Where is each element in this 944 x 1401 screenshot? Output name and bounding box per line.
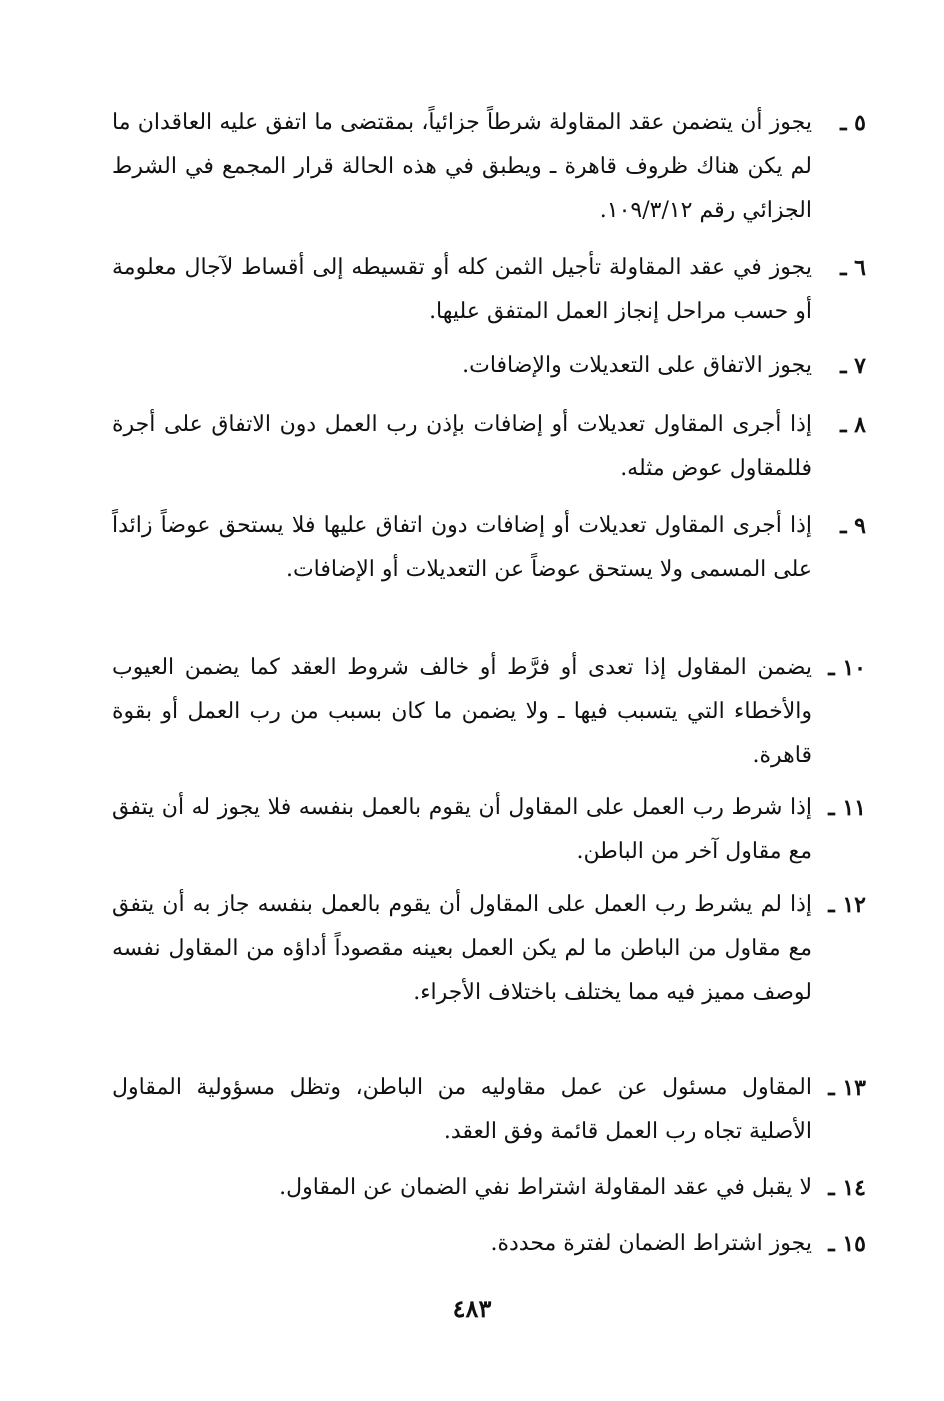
clause-number: ٥ ـ — [840, 110, 866, 136]
clause-text: يجوز اشتراط الضمان لفترة محددة. — [490, 1231, 812, 1256]
clause-number: ١٣ ـ — [828, 1075, 866, 1101]
clause-number: ١٢ ـ — [828, 892, 866, 918]
clause-number: ١٤ ـ — [828, 1175, 866, 1201]
clause-text: لا يقبل في عقد المقاولة اشتراط نفي الضمان عن المقاول. — [279, 1175, 812, 1200]
clause-10 — [112, 646, 866, 778]
clause-9 — [112, 504, 866, 592]
clause-number: ١١ ـ — [828, 795, 866, 821]
clause-number: ٨ ـ — [840, 412, 866, 438]
clause-13 — [112, 1066, 866, 1154]
clause-text: يجوز الاتفاق على التعديلات والإضافات. — [462, 353, 812, 378]
clause-text: إذا أجرى المقاول تعديلات أو إضافات دون اتفاق عليها فلا يستحق عوضاً زائداً على المسمى ولا يستحق عوضاً عن التعديلات أو الإضافات. — [112, 513, 812, 582]
page-number: ٤٨٣ — [452, 1294, 492, 1323]
clause-text: المقاول مسئول عن عمل مقاوليه من الباطن، وتظل مسؤولية المقاول الأصلية تجاه رب العمل قائمة وفق العقد. — [112, 1075, 812, 1144]
clause-7 — [112, 344, 866, 388]
clause-text: يضمن المقاول إذا تعدى أو فرَّط أو خالف شروط العقد كما يضمن العيوب والأخطاء التي يتسبب فيها ـ ولا يضمن ما كان بسبب من رب العمل أو بقوة قاهرة. — [112, 655, 812, 768]
clause-5 — [112, 101, 866, 233]
clause-text: إذا أجرى المقاول تعديلات أو إضافات بإذن رب العمل دون الاتفاق على أجرة فللمقاول عوض مثله. — [112, 412, 812, 481]
clause-12 — [112, 883, 866, 1015]
clause-14 — [112, 1166, 866, 1210]
clause-8 — [112, 403, 866, 491]
clause-number: ٧ ـ — [840, 353, 866, 379]
clause-text: يجوز أن يتضمن عقد المقاولة شرطاً جزائياً، بمقتضى ما اتفق عليه العاقدان ما لم يكن هناك ظروف قاهرة ـ ويطبق في هذه الحالة قرار المجمع في الشرط الجزائي رقم ١٠٩/٣/١٢. — [112, 110, 812, 223]
clause-text: إذا لم يشرط رب العمل على المقاول أن يقوم بالعمل بنفسه جاز به أن يتفق مع مقاول من الباطن ما لم يكن العمل بعينه مقصوداً أداؤه من المقاول نفسه لوصف مميز فيه مما يختلف باختلاف الأجراء. — [112, 892, 812, 1005]
clause-text: يجوز في عقد المقاولة تأجيل الثمن كله أو تقسيطه إلى أقساط لآجال معلومة أو حسب مراحل إنجاز العمل المتفق عليها. — [112, 255, 812, 324]
clause-6 — [112, 246, 866, 334]
clause-number: ١٠ ـ — [828, 655, 866, 681]
clause-15 — [112, 1222, 866, 1266]
clause-number: ٦ ـ — [840, 255, 866, 281]
clause-text: إذا شرط رب العمل على المقاول أن يقوم بالعمل بنفسه فلا يجوز له أن يتفق مع مقاول آخر من الباطن. — [112, 795, 812, 864]
clause-11 — [112, 786, 866, 874]
clause-number: ٩ ـ — [840, 513, 866, 539]
clause-number: ١٥ ـ — [828, 1231, 866, 1257]
